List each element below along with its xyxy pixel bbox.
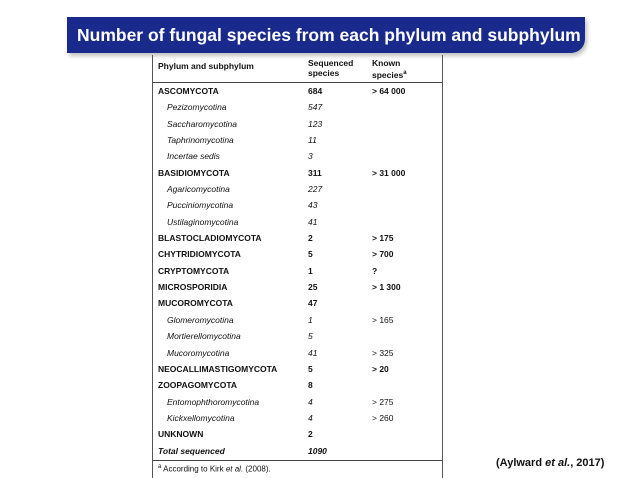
header-sequenced-line1: Sequenced [308, 58, 354, 68]
table-row [153, 312, 442, 328]
row-taxon-name: Glomeromycotina [167, 314, 234, 325]
row-taxon-name: Mucoromycotina [167, 347, 230, 358]
header-known-line2-text: species [372, 69, 404, 80]
table-row [153, 83, 442, 99]
row-taxon-name: Pucciniomycotina [167, 200, 234, 211]
row-taxon-name: Kickxellomycotina [167, 412, 235, 423]
table-row [153, 116, 442, 132]
title-banner [67, 17, 585, 53]
table-row [153, 132, 442, 148]
table-row [153, 148, 442, 164]
row-sequenced-count: 1 [308, 314, 313, 325]
row-known-count: > 20 [372, 363, 389, 374]
row-taxon-name: ZOOPAGOMYCOTA [158, 380, 238, 391]
table-row [153, 99, 442, 115]
row-taxon-name: MICROSPORIDIA [158, 282, 228, 293]
row-sequenced-count: 4 [308, 412, 313, 423]
table-row [153, 443, 442, 459]
row-sequenced-count: 1090 [308, 445, 327, 456]
table-row [153, 165, 442, 181]
header-known-line1: Known [372, 58, 401, 68]
row-sequenced-count: 547 [308, 102, 323, 113]
slide-title: Number of fungal species from each phylum and subphylum [77, 25, 581, 45]
row-known-count: > 1 300 [372, 282, 401, 293]
table-body [153, 83, 442, 459]
row-sequenced-count: 1 [308, 265, 313, 276]
citation-etal: et al. [545, 457, 571, 469]
row-taxon-name: Ustilaginomycotina [167, 216, 239, 227]
species-table [152, 55, 443, 478]
table-row [153, 295, 442, 311]
table-row [153, 328, 442, 344]
row-taxon-name: CHYTRIDIOMYCOTA [158, 249, 241, 260]
table-row [153, 410, 442, 426]
footnote-superscript: a [158, 464, 162, 470]
row-sequenced-count: 2 [308, 429, 313, 440]
row-taxon-name: Total sequenced [158, 445, 225, 456]
row-sequenced-count: 2 [308, 233, 313, 244]
row-sequenced-count: 684 [308, 86, 323, 96]
table-row [153, 426, 442, 442]
row-known-count: > 31 000 [372, 167, 406, 178]
row-sequenced-count: 4 [308, 396, 313, 407]
table-row [153, 181, 442, 197]
header-phylum: Phylum and subphylum [158, 61, 254, 71]
row-sequenced-count: 41 [308, 347, 318, 358]
table-row [153, 361, 442, 377]
row-known-count: > 64 000 [372, 86, 406, 96]
row-sequenced-count: 5 [308, 363, 313, 374]
row-taxon-name: Mortierellomycotina [167, 331, 241, 342]
row-taxon-name: CRYPTOMYCOTA [158, 265, 230, 276]
table-row [153, 377, 442, 393]
row-sequenced-count: 227 [308, 184, 323, 195]
table-footnote [158, 464, 271, 474]
row-sequenced-count: 311 [308, 167, 322, 178]
row-sequenced-count: 5 [308, 331, 313, 342]
table-row [153, 345, 442, 361]
row-sequenced-count: 8 [308, 380, 313, 391]
row-known-count: > 175 [372, 233, 394, 244]
row-sequenced-count: 11 [308, 135, 317, 146]
row-known-count: > 275 [372, 396, 394, 407]
row-taxon-name: Saccharomycotina [167, 118, 237, 129]
footnote-divider [153, 460, 442, 461]
citation-open: (Aylward [496, 457, 546, 469]
footnote-suffix: (2008). [243, 464, 271, 474]
row-sequenced-count: 41 [308, 216, 318, 227]
table-row [153, 263, 442, 279]
table-row [153, 197, 442, 213]
table-row [153, 214, 442, 230]
header-sequenced-line2: species [308, 68, 340, 78]
row-taxon-name: NEOCALLIMASTIGOMYCOTA [158, 363, 278, 374]
table-row [153, 246, 442, 262]
row-taxon-name: Entomophthoromycotina [167, 396, 260, 407]
row-sequenced-count: 25 [308, 282, 318, 293]
row-sequenced-count: 3 [308, 151, 313, 162]
row-sequenced-count: 5 [308, 249, 313, 260]
row-taxon-name: BLASTOCLADIOMYCOTA [158, 233, 262, 244]
row-taxon-name: BASIDIOMYCOTA [158, 167, 230, 178]
table-row [153, 230, 442, 246]
row-known-count: > 260 [372, 412, 394, 423]
row-known-count: ? [372, 265, 378, 276]
row-sequenced-count: 43 [308, 200, 318, 211]
header-known-superscript: a [403, 70, 407, 76]
row-taxon-name: Taphrinomycotina [167, 135, 234, 146]
row-sequenced-count: 123 [308, 118, 323, 129]
table-header-row [153, 55, 442, 83]
footnote-etal: et al. [225, 464, 244, 474]
header-known-line2 [372, 68, 407, 80]
row-taxon-name: Incertae sedis [167, 151, 220, 162]
table-row [153, 394, 442, 410]
row-known-count: > 325 [372, 347, 394, 358]
row-sequenced-count: 47 [308, 298, 318, 309]
row-taxon-name: Pezizomycotina [167, 102, 227, 113]
citation-close: , 2017) [570, 457, 605, 469]
row-taxon-name: Agaricomycotina [167, 184, 230, 195]
footnote-prefix: According to Kirk [161, 464, 226, 474]
header-known [372, 58, 407, 80]
row-taxon-name: ASCOMYCOTA [158, 86, 219, 96]
row-known-count: > 165 [372, 314, 394, 325]
row-known-count: > 700 [372, 249, 394, 260]
citation [496, 457, 604, 469]
table-row [153, 279, 442, 295]
row-taxon-name: MUCOROMYCOTA [158, 298, 233, 309]
header-sequenced [308, 58, 353, 78]
row-taxon-name: UNKNOWN [158, 429, 204, 440]
